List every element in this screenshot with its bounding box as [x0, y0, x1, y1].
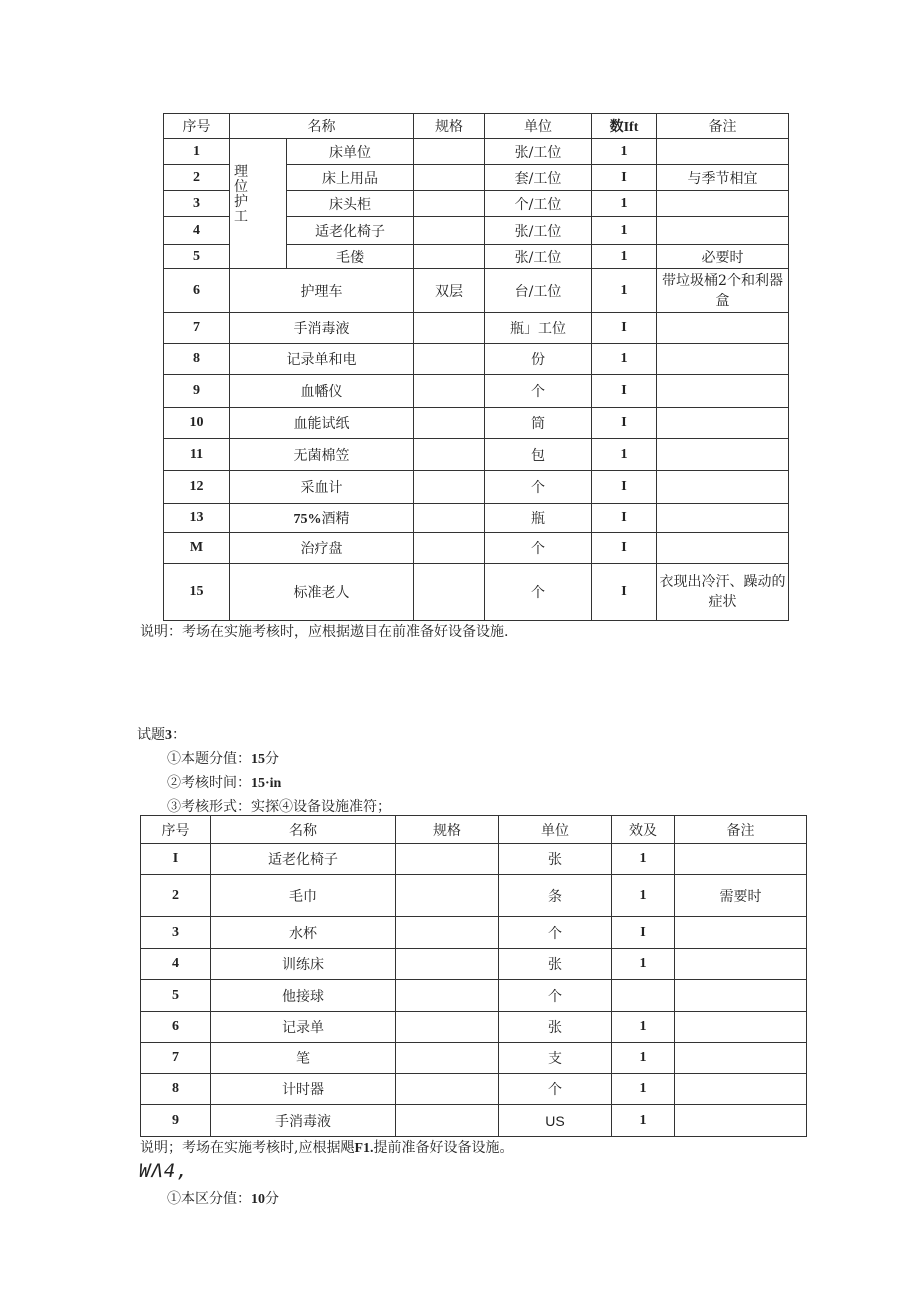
section3-score-label: ①本题分值：: [167, 751, 251, 767]
row-unit: 台/工位: [485, 269, 592, 313]
row-spec: [414, 139, 485, 165]
row-name: 毛偻: [287, 245, 414, 269]
row-qty: 1: [592, 344, 657, 375]
row-qty: I: [592, 375, 657, 408]
row-unit: US: [499, 1105, 612, 1137]
row-qty: I: [612, 917, 675, 949]
row-note: [657, 471, 789, 504]
row-no: 5: [164, 245, 230, 269]
row-note: [657, 533, 789, 564]
row-qty: I: [592, 504, 657, 533]
row-qty: 1: [592, 269, 657, 313]
section3-time-label: ②考核时间：: [167, 775, 251, 791]
row-unit: 筒: [485, 408, 592, 439]
row-name: 护理车: [230, 269, 414, 313]
section4-score: [167, 1188, 279, 1208]
table-row: [141, 1074, 807, 1105]
section4-title: WΛ4,: [139, 1160, 189, 1182]
row-spec: [414, 165, 485, 191]
row-unit: 个: [485, 471, 592, 504]
row-no: 4: [141, 949, 211, 980]
row-no: M: [164, 533, 230, 564]
row-name: 记录单和电: [230, 344, 414, 375]
row-note: [657, 191, 789, 217]
row-spec: [414, 504, 485, 533]
table-row: [164, 139, 789, 165]
row-name: 无菌棉笠: [230, 439, 414, 471]
table-header-row: [141, 816, 807, 844]
row-name: 采血计: [230, 471, 414, 504]
row-no: 3: [141, 917, 211, 949]
row-spec: [414, 533, 485, 564]
header-note: 备注: [675, 816, 807, 844]
row-unit: 个: [485, 533, 592, 564]
table-row: [164, 408, 789, 439]
row-note: [657, 439, 789, 471]
row-no: 5: [141, 980, 211, 1012]
row-unit: 份: [485, 344, 592, 375]
row-name: 血能试纸: [230, 408, 414, 439]
row-no: 8: [141, 1074, 211, 1105]
header-name: 名称: [211, 816, 396, 844]
row-unit: 条: [499, 875, 612, 917]
row-no: 7: [141, 1043, 211, 1074]
row-qty: 1: [612, 949, 675, 980]
table-row: [164, 344, 789, 375]
row-spec: [414, 375, 485, 408]
row-qty: I: [592, 471, 657, 504]
table-row: [164, 269, 789, 313]
row-note: [657, 344, 789, 375]
row-note: [675, 1074, 807, 1105]
row-note: [675, 1043, 807, 1074]
table-row: [141, 949, 807, 980]
row-unit: 个: [485, 375, 592, 408]
table-row: [141, 917, 807, 949]
row-unit: 个: [485, 564, 592, 621]
row-spec: [396, 844, 499, 875]
row-no: 9: [164, 375, 230, 408]
row-name: 记录单: [211, 1012, 396, 1043]
row-no: 12: [164, 471, 230, 504]
row-note: 带垃圾桶2个和利器盒: [657, 269, 789, 313]
row-note: [675, 1105, 807, 1137]
row-note: [657, 408, 789, 439]
row-no: 3: [164, 191, 230, 217]
row-spec: [414, 408, 485, 439]
table-row: [141, 844, 807, 875]
section3-score-unit: 分: [265, 751, 279, 767]
section3-title-number: 3: [165, 728, 172, 743]
section3-time: [167, 772, 281, 792]
row-qty: 1: [612, 1043, 675, 1074]
row-qty: 1: [612, 1012, 675, 1043]
table-row: [164, 533, 789, 564]
row-name: 床单位: [287, 139, 414, 165]
row-qty: 1: [592, 439, 657, 471]
section3-time-value: 15·in: [251, 776, 282, 791]
row-name: 适老化椅子: [211, 844, 396, 875]
row-unit: 张: [499, 949, 612, 980]
row-name: 他接球: [211, 980, 396, 1012]
row-spec: [396, 1074, 499, 1105]
row-note: [675, 1012, 807, 1043]
row-spec: [414, 313, 485, 344]
section4-score-value: 10: [251, 1192, 265, 1207]
row-note: [657, 217, 789, 245]
row-unit: 支: [499, 1043, 612, 1074]
table-row: [141, 1043, 807, 1074]
row-note: 与季节相宜: [657, 165, 789, 191]
row-qty: 1: [612, 1105, 675, 1137]
row-note: [675, 949, 807, 980]
row-note: [657, 375, 789, 408]
row-unit: 张/工位: [485, 217, 592, 245]
table2-footnote-a: 说明；考场在实施考核时,应根据飓: [140, 1140, 355, 1156]
row-spec: 双层: [414, 269, 485, 313]
row-no: 11: [164, 439, 230, 471]
row-name: 训练床: [211, 949, 396, 980]
row-name: 毛巾: [211, 875, 396, 917]
header-no: 序号: [141, 816, 211, 844]
row-note: 必要时: [657, 245, 789, 269]
equipment-table-2: [140, 815, 807, 1137]
row-unit: 张/工位: [485, 245, 592, 269]
section3-title-punct: ：: [172, 727, 186, 743]
row-qty: I: [592, 564, 657, 621]
row-note: [675, 980, 807, 1012]
row-name: 标准老人: [230, 564, 414, 621]
row-name-text: 酒精: [321, 511, 350, 527]
header-unit: 单位: [485, 114, 592, 139]
row-no: 7: [164, 313, 230, 344]
row-no: 2: [164, 165, 230, 191]
row-unit: 个/工位: [485, 191, 592, 217]
row-spec: [414, 191, 485, 217]
row-spec: [414, 245, 485, 269]
row-qty: I: [592, 533, 657, 564]
header-name: 名称: [230, 114, 414, 139]
header-no: 序号: [164, 114, 230, 139]
row-qty: 1: [592, 139, 657, 165]
row-spec: [396, 1043, 499, 1074]
row-no: 4: [164, 217, 230, 245]
row-no: 6: [164, 269, 230, 313]
row-note: [657, 504, 789, 533]
row-no: 13: [164, 504, 230, 533]
row-note: [675, 844, 807, 875]
row-no: 15: [164, 564, 230, 621]
section3-score: [167, 748, 279, 768]
row-unit: 个: [499, 917, 612, 949]
row-name-percent: 75%: [293, 512, 322, 527]
row-qty: [612, 980, 675, 1012]
row-name: 手消毒液: [211, 1105, 396, 1137]
table-row: [141, 980, 807, 1012]
row-no: I: [141, 844, 211, 875]
row-name: 血幡仪: [230, 375, 414, 408]
row-spec: [414, 344, 485, 375]
row-qty: I: [592, 165, 657, 191]
group-label: 理位护工: [234, 164, 248, 225]
row-no: 1: [164, 139, 230, 165]
row-name: 计时器: [211, 1074, 396, 1105]
table2-footnote: [140, 1137, 514, 1157]
table-row: [164, 439, 789, 471]
row-no: 8: [164, 344, 230, 375]
row-unit: 瓶: [485, 504, 592, 533]
header-unit: 单位: [499, 816, 612, 844]
row-unit: 张/工位: [485, 139, 592, 165]
header-qty: 效及: [612, 816, 675, 844]
section3-title-text: 试题: [137, 727, 165, 743]
row-unit: 瓶」工位: [485, 313, 592, 344]
row-spec: [396, 1012, 499, 1043]
row-spec: [396, 917, 499, 949]
header-note: 备注: [657, 114, 789, 139]
row-qty: 1: [592, 217, 657, 245]
row-note: 需要时: [675, 875, 807, 917]
row-no: 6: [141, 1012, 211, 1043]
row-spec: [414, 217, 485, 245]
table-row: [164, 313, 789, 344]
row-qty: 1: [612, 844, 675, 875]
row-spec: [396, 1105, 499, 1137]
row-name: 适老化椅子: [287, 217, 414, 245]
row-qty: 1: [592, 245, 657, 269]
header-qty: 数Ift: [592, 114, 657, 139]
table1-footnote: 说明：考场在实施考核时，应根据遨目在前准备好设备设施.: [140, 624, 509, 640]
row-unit: 个: [499, 1074, 612, 1105]
row-unit: 个: [499, 980, 612, 1012]
row-note: [657, 139, 789, 165]
table-row: [164, 375, 789, 408]
row-no: 9: [141, 1105, 211, 1137]
section3-score-value: 15: [251, 752, 265, 767]
row-unit: 张: [499, 844, 612, 875]
row-unit: 套/工位: [485, 165, 592, 191]
row-spec: [414, 439, 485, 471]
row-spec: [396, 875, 499, 917]
row-qty: I: [592, 408, 657, 439]
row-qty: 1: [612, 875, 675, 917]
row-note: [675, 917, 807, 949]
row-spec: [396, 980, 499, 1012]
section3-title: [137, 724, 186, 744]
row-note: 衣现出冷汗、躁动的症状: [657, 564, 789, 621]
row-spec: [396, 949, 499, 980]
row-name: 床上用品: [287, 165, 414, 191]
section4-score-label: ①本区分值：: [167, 1191, 251, 1207]
table-row: [141, 1012, 807, 1043]
table-row: [141, 875, 807, 917]
row-qty: I: [592, 313, 657, 344]
row-no: 2: [141, 875, 211, 917]
header-spec: 规格: [396, 816, 499, 844]
row-unit: 包: [485, 439, 592, 471]
table-row: [164, 471, 789, 504]
equipment-table-1: [163, 113, 789, 621]
table-row: [164, 564, 789, 621]
row-note: [657, 313, 789, 344]
group-label-cell: [230, 139, 287, 269]
row-name: 床头柜: [287, 191, 414, 217]
table-row: [141, 1105, 807, 1137]
row-unit: 张: [499, 1012, 612, 1043]
header-spec: 规格: [414, 114, 485, 139]
row-qty: 1: [612, 1074, 675, 1105]
row-qty: 1: [592, 191, 657, 217]
row-name: 治疗盘: [230, 533, 414, 564]
row-name: 笔: [211, 1043, 396, 1074]
section4-score-unit: 分: [265, 1191, 279, 1207]
row-spec: [414, 471, 485, 504]
table-header-row: [164, 114, 789, 139]
section3-form: ③考核形式：实探④设备设施准符；: [167, 799, 391, 815]
row-name: 水杯: [211, 917, 396, 949]
row-name: 手消毒液: [230, 313, 414, 344]
table-row: [164, 504, 789, 533]
table2-footnote-c: 提前准备好设备设施。: [373, 1140, 514, 1156]
table2-footnote-b: F1.: [354, 1141, 374, 1156]
row-spec: [414, 564, 485, 621]
row-name: [230, 504, 414, 533]
row-no: 10: [164, 408, 230, 439]
